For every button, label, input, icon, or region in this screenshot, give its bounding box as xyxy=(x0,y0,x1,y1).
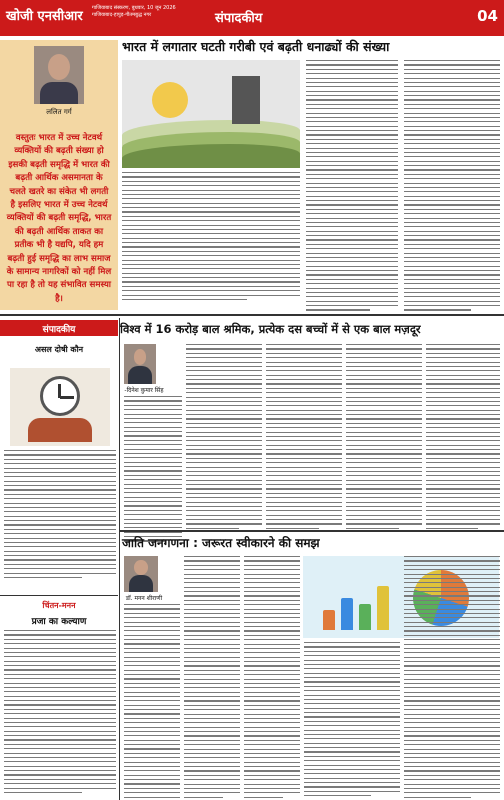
section-divider xyxy=(0,314,504,316)
section-divider-2 xyxy=(120,530,504,532)
lead-headline: भारत में लगातार घटती गरीबी एवं बढ़ती धनाढ्यों की संख्या xyxy=(122,39,390,54)
chintan-manan-title: प्रजा का कल्याण xyxy=(31,617,87,627)
author-photo-2 xyxy=(124,344,156,384)
editorial-illustration xyxy=(10,368,110,446)
editorial-title: असल दोषी कौन xyxy=(34,345,84,354)
edition-region: गाजियाबाद-हापुड़-गौतमबुद्ध नगर xyxy=(92,12,152,18)
child-labour-body-col-5 xyxy=(426,344,500,532)
caste-census-body-col-3 xyxy=(244,556,300,800)
author-photo-3 xyxy=(124,556,158,592)
poverty-wealth-illustration xyxy=(122,60,300,168)
lead-body-col-2 xyxy=(306,60,398,314)
child-labour-body-col-4 xyxy=(346,344,422,532)
edition-info xyxy=(92,5,176,19)
caste-census-headline: जाति जनगणना : जरूरत स्वीकारने की समझ xyxy=(122,536,320,550)
pull-quote: वस्तुतः भारत में उच्च नेटवर्थ व्यक्तियों की बढ़ती संख्या हो इसकी बढ़ती समृद्धि में भारत की बढ़ती आर्थिक असमानता के चलते खतरे का संकेत भी लगती है इसलिए भारत में उच्च नेटवर्थ व्यक्तियों की बढ़ती समृद्धि, भारत की बढ़ती आर्थिक ताकत का प्रतीक भी है यद्यपि, यदि हम बढ़ती हुई समृद्धि का लाभ समाज के सामान्य नागरिकों को नहीं मिल पा रहा है तो यह संभावित समस्या है। xyxy=(6,133,112,304)
page-number: 04 xyxy=(477,7,498,25)
author-photo xyxy=(34,46,84,104)
author-name: ललित गर्ग xyxy=(46,108,72,116)
author-sidebar xyxy=(0,40,118,310)
chintan-manan-body xyxy=(4,630,116,796)
caste-census-body-col-2 xyxy=(184,556,240,800)
author-name-2: -दिनेश कुमार सिंह xyxy=(124,387,164,394)
edition-date: गाजियाबाद संस्करण, बुधवार, 10 जून 2026 xyxy=(92,5,176,11)
child-labour-body-col-1 xyxy=(124,396,182,545)
child-labour-body-col-2 xyxy=(186,344,262,532)
caste-census-body-col-1 xyxy=(124,604,180,800)
editorial-band: संपादकीय xyxy=(0,320,118,336)
lead-body-col-1 xyxy=(122,172,300,303)
masthead xyxy=(0,0,504,36)
caste-census-body-col-4 xyxy=(304,642,400,800)
editorial-body xyxy=(4,450,116,581)
child-labour-headline: विश्व में 16 करोड़ बाल श्रमिक, प्रत्येक दस बच्चों में से एक बाल मज़दूर xyxy=(120,322,421,336)
chintan-manan-label: चिंतन-मनन xyxy=(42,601,76,610)
lead-body-col-3 xyxy=(404,60,500,314)
author-name-3: डॉ. मनन शीराणी xyxy=(125,595,163,602)
section-title: संपादकीय xyxy=(215,11,263,26)
column-divider xyxy=(0,595,118,596)
child-labour-body-col-3 xyxy=(266,344,342,532)
caste-census-body-col-5 xyxy=(404,556,500,800)
newspaper-logo: खोजी एनसीआर xyxy=(6,9,83,24)
